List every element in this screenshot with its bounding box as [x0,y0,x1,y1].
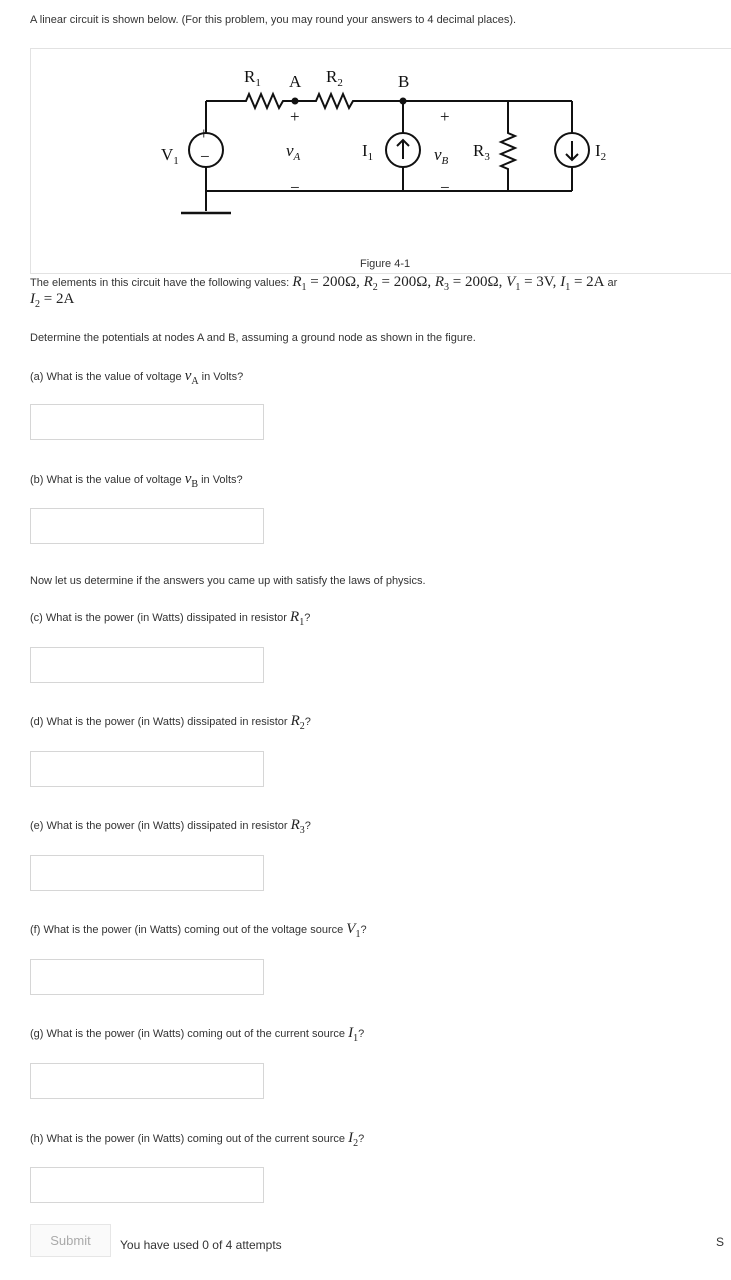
answer-input-e[interactable] [30,855,264,891]
label-vb: $v_B$ [434,145,449,167]
question-f: (f) What is the power (in Watts) coming out of the voltage source $V_1$? [30,921,367,940]
node-b-dot [400,98,407,105]
resistor-r1 [206,94,295,108]
circuit-figure [30,48,731,274]
question-e: (e) What is the power (in Watts) dissipated in resistor $R_3$? [30,817,311,836]
arrow-up-icon [397,140,409,159]
label-va: $v_A$ [286,141,301,163]
answer-input-h[interactable] [30,1167,264,1203]
label-r2: $R_2$ [326,67,343,89]
vb-minus-sign: − [440,178,450,197]
resistor-r3 [501,101,515,191]
question-h: (h) What is the power (in Watts) coming out of the current source $I_2$? [30,1130,365,1149]
label-node-a: A [289,72,302,91]
label-i2: $I_2$ [595,141,607,163]
va-minus-sign: − [290,178,300,197]
values-line-continued: $I_2 = 2A$ [30,291,75,310]
question-d: (d) What is the power (in Watts) dissipated in resistor $R_2$? [30,713,311,732]
values-line: The elements in this circuit have the following values: $R_1 = 200\Omega$, $R_2 = 200\Omega$, $R_3 = 200\Omega$, $V_1 = 3V$, $I_1 = 2A$ ar [30,274,618,293]
label-r3: $R_3$ [473,141,490,163]
question-b: (b) What is the value of voltage $v_B$ in Volts? [30,471,243,490]
question-g: (g) What is the power (in Watts) coming out of the current source $I_1$? [30,1025,365,1044]
instruction-text: Determine the potentials at nodes A and B, assuming a ground node as shown in the figure. [30,332,476,344]
edge-cut-text: S [716,1235,725,1249]
circuit-diagram [31,49,731,273]
va-plus-sign: + [290,107,300,126]
v1-plus-sign: + [199,124,209,143]
answer-input-a[interactable] [30,404,264,440]
intro-text: A linear circuit is shown below. (For this problem, you may round your answers to 4 decimal places). [30,14,517,26]
physics-note: Now let us determine if the answers you came up with satisfy the laws of physics. [30,575,426,587]
question-c: (c) What is the power (in Watts) dissipated in resistor $R_1$? [30,609,311,628]
label-r1: $R_1$ [244,67,261,89]
answer-input-c[interactable] [30,647,264,683]
label-v1: $V_1$ [161,145,179,167]
figure-caption: Figure 4-1 [360,258,411,270]
resistor-r2 [295,94,403,108]
v1-minus-sign: − [200,147,210,166]
vb-plus-sign: + [440,107,450,126]
node-a-dot [292,98,299,105]
submit-button[interactable]: Submit [30,1224,111,1257]
label-i1: $I_1$ [362,141,374,163]
attempts-text: You have used 0 of 4 attempts [120,1238,282,1252]
arrow-down-icon [566,141,578,160]
answer-input-d[interactable] [30,751,264,787]
answer-input-f[interactable] [30,959,264,995]
label-node-b: B [398,72,410,91]
answer-input-b[interactable] [30,508,264,544]
question-a: (a) What is the value of voltage $v_A$ in Volts? [30,368,244,387]
answer-input-g[interactable] [30,1063,264,1099]
